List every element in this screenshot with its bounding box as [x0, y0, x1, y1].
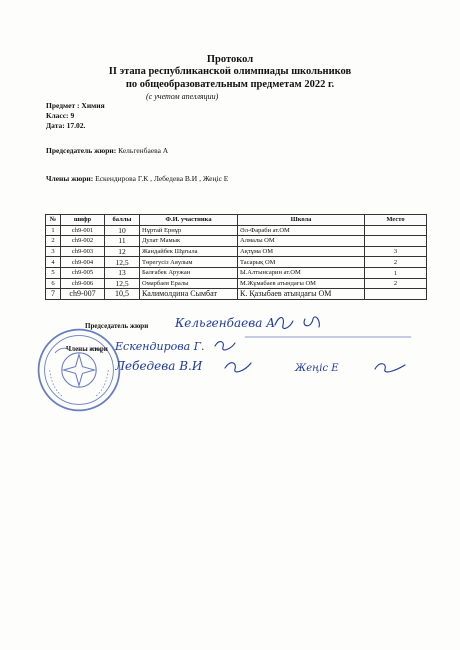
- header-score: баллы: [105, 215, 140, 226]
- cell-code: ch9-005: [61, 267, 105, 278]
- jury-chair-label: Председатель жюри:: [46, 146, 117, 155]
- chair-signature-stroke: [275, 318, 293, 329]
- cell-code: ch9-001: [61, 225, 105, 236]
- cell-score: 12,5: [105, 278, 140, 289]
- member2-handwritten-name: Лебедева В.И: [115, 359, 203, 373]
- cell-place: [365, 289, 427, 300]
- cell-score: 10,5: [105, 289, 140, 300]
- member3-handwritten-name: Жеңіс Е: [295, 363, 339, 374]
- class-label: Класс:: [46, 111, 69, 120]
- cell-score: 10: [105, 225, 140, 236]
- document-subtitle-1: II этапа республиканской олимпиады школьников: [108, 66, 352, 77]
- results-table: [45, 214, 427, 300]
- class-line: [46, 111, 74, 120]
- cell-name: Төрегусіз Аяулым: [140, 257, 238, 268]
- date-label: Дата:: [46, 121, 65, 130]
- subject-line: [46, 101, 105, 110]
- cell-school: Әл-Фараби ат.ОМ: [238, 225, 365, 236]
- cell-name: Нұртай Ернұр: [140, 225, 238, 236]
- cell-num: 4: [46, 257, 61, 268]
- cell-name: Дулат Мамык: [140, 236, 238, 247]
- signature-members-label: Члены жюри: [66, 345, 108, 353]
- table-row: [46, 257, 427, 268]
- cell-place: [365, 225, 427, 236]
- cell-place: [365, 236, 427, 247]
- cell-num: 1: [46, 225, 61, 236]
- cell-code: ch9-006: [61, 278, 105, 289]
- document-title: Протокол: [206, 54, 254, 65]
- jury-chair-value: Кельгенбаева А: [118, 146, 169, 155]
- chair-signature-stroke-2: [304, 317, 319, 327]
- table-header-row: [46, 215, 427, 226]
- member1-signature-stroke: [215, 342, 235, 350]
- table-row: [46, 278, 427, 289]
- table-row: [46, 246, 427, 257]
- jury-members-label: Члены жюри:: [46, 174, 94, 183]
- jury-chair-line: [46, 146, 168, 155]
- cell-school: Алмалы ОМ: [238, 236, 365, 247]
- header-school: Школа: [238, 215, 365, 226]
- cell-place: 2: [365, 278, 427, 289]
- date-line: [46, 121, 85, 130]
- cell-name: Калимолдина Сымбат: [140, 289, 238, 300]
- cell-score: 12,5: [105, 257, 140, 268]
- subject-label: Предмет :: [46, 101, 80, 110]
- cell-num: 6: [46, 278, 61, 289]
- cell-school: Ы.Алтынсарин ат.ОМ: [238, 267, 365, 278]
- cell-place: 3: [365, 246, 427, 257]
- subject-value: Химия: [81, 101, 105, 110]
- cell-code: ch9-007: [61, 289, 105, 300]
- cell-score: 11: [105, 236, 140, 247]
- cell-name: Балғабек Аружан: [140, 267, 238, 278]
- cell-school: Ақтұма ОМ: [238, 246, 365, 257]
- cell-place: 1: [365, 267, 427, 278]
- cell-num: 7: [46, 289, 61, 300]
- cell-name: Омарбаев Ералы: [140, 278, 238, 289]
- cell-score: 12: [105, 246, 140, 257]
- appeal-note: (с учетом апелляции): [146, 92, 219, 101]
- header-place: Место: [365, 215, 427, 226]
- member2-signature-stroke: [225, 363, 251, 372]
- cell-place: 2: [365, 257, 427, 268]
- cell-num: 3: [46, 246, 61, 257]
- cell-name: Жандайбек Шұғыла: [140, 246, 238, 257]
- cell-school: М.Жұмабаев атындағы ОМ: [238, 278, 365, 289]
- official-seal-icon: [36, 327, 122, 413]
- signature-chair-label: Председатель жюри: [85, 322, 149, 330]
- table-row: [46, 289, 427, 300]
- class-value: 9: [70, 111, 75, 120]
- cell-school: Тасарық ОМ: [238, 257, 365, 268]
- member3-signature-stroke: [375, 364, 405, 372]
- date-value: 17.02.: [66, 121, 86, 130]
- header-name: Ф.И. участника: [140, 215, 238, 226]
- cell-num: 2: [46, 236, 61, 247]
- cell-score: 13: [105, 267, 140, 278]
- header-num: №: [46, 215, 61, 226]
- cell-num: 5: [46, 267, 61, 278]
- document-subtitle-2: по общеобразовательным предметам 2022 г.: [125, 79, 335, 90]
- table-row: [46, 225, 427, 236]
- jury-members-value: Ескендирова Г.К , Лебедева В.И , Жеңіс Е: [95, 174, 229, 183]
- cell-school: К. Қазыбаев атындағы ОМ: [238, 289, 365, 300]
- cell-code: ch9-004: [61, 257, 105, 268]
- jury-members-line: [46, 174, 228, 183]
- table-row: [46, 267, 427, 278]
- cell-code: ch9-002: [61, 236, 105, 247]
- member1-handwritten-name: Ескендирова Г.: [115, 340, 205, 353]
- header-code: шифр: [61, 215, 105, 226]
- handwritten-signatures: [115, 313, 415, 388]
- chair-handwritten-name: Кельгенбаева А: [175, 316, 276, 330]
- cell-code: ch9-003: [61, 246, 105, 257]
- table-row: [46, 236, 427, 247]
